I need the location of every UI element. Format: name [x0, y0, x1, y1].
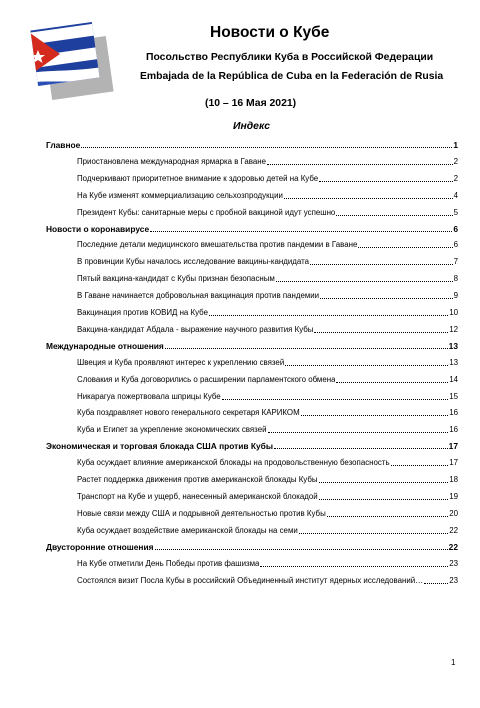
table-of-contents [46, 134, 458, 586]
subtitle-spanish: Embajada de la República de Cuba en la Federación de Rusia [140, 71, 444, 82]
toc-entry-label[interactable]: Вакцинация против КОВИД на Кубе [77, 308, 208, 318]
dot-leader [301, 415, 449, 416]
date-range: (10 – 16 Мая 2021) [205, 98, 297, 109]
dot-leader [150, 231, 452, 232]
toc-entry-label[interactable]: Растет поддержка движения против американской блокады Кубы [77, 475, 318, 485]
dot-leader [267, 164, 453, 165]
toc-page-number: 18 [449, 475, 458, 485]
toc-section-row[interactable] [46, 536, 458, 552]
toc-page-number: 22 [448, 541, 458, 552]
toc-page-number: 10 [449, 308, 458, 318]
toc-entry-label[interactable]: Куба поздравляет нового генерального секретаря КАРИКОМ [77, 408, 300, 418]
subtitle-russian: Посольство Республики Куба в Российской Федерации [146, 52, 434, 63]
toc-page-number: 19 [449, 492, 458, 502]
dot-leader [285, 365, 448, 366]
toc-entry-label[interactable]: Транспорт на Кубе и ущерб, нанесенный американской блокадой [77, 492, 318, 502]
toc-entry-label[interactable]: Вакцина-кандидат Абдала - выражение научного развития Кубы [77, 324, 314, 334]
toc-entry-label[interactable]: Никарагуа пожертвовала шприцы Кубе [77, 391, 221, 401]
dot-leader [327, 516, 448, 517]
dot-leader [155, 549, 448, 550]
page-number: 1 [451, 658, 456, 667]
dot-leader [81, 147, 452, 148]
toc-page-number: 23 [449, 575, 458, 585]
toc-page-number: 23 [449, 558, 458, 568]
toc-item-row[interactable] [46, 351, 458, 368]
toc-entry-label[interactable]: Экономическая и торговая блокада США против Кубы [46, 441, 273, 452]
toc-section-row[interactable] [46, 134, 458, 150]
toc-entry-label[interactable]: Подчеркивают приоритетное внимание к здоровью детей на Кубе [77, 173, 319, 183]
toc-item-row[interactable] [46, 552, 458, 569]
toc-entry-label[interactable]: На Кубе отметили День Победы против фашизма [77, 558, 260, 568]
toc-entry-label[interactable]: Двусторонние отношения [46, 541, 154, 552]
toc-section-row[interactable] [46, 218, 458, 234]
toc-item-row[interactable] [46, 167, 458, 184]
dot-leader [336, 382, 448, 383]
dot-leader [276, 281, 453, 282]
toc-item-row[interactable] [46, 502, 458, 519]
page-title: Новости о Кубе [210, 24, 330, 41]
toc-entry-label[interactable]: Куба и Египет за укрепление экономических связей [77, 425, 267, 435]
dot-leader [260, 566, 448, 567]
dot-leader [391, 465, 449, 466]
dot-leader [268, 432, 449, 433]
toc-page-number: 5 [453, 207, 458, 217]
dot-leader [165, 348, 448, 349]
toc-item-row[interactable] [46, 201, 458, 218]
toc-item-row[interactable] [46, 385, 458, 402]
dot-leader [319, 499, 449, 500]
toc-page-number: 2 [453, 173, 458, 183]
cuba-russia-flag-logo [30, 20, 114, 100]
dot-leader [274, 448, 448, 449]
dot-leader [336, 215, 452, 216]
toc-item-row[interactable] [46, 318, 458, 335]
toc-entry-label[interactable]: В провинции Кубы началось исследование вакцины-кандидата [77, 257, 309, 267]
toc-section-row[interactable] [46, 435, 458, 451]
toc-item-row[interactable] [46, 184, 458, 201]
toc-item-row[interactable] [46, 485, 458, 502]
toc-entry-label[interactable]: Приостановлена международная ярмарка в Гаване [77, 156, 267, 166]
toc-entry-label[interactable]: Швеция и Куба проявляют интерес к укреплению связей [77, 357, 285, 367]
dot-leader [319, 482, 449, 483]
toc-page-number: 14 [449, 374, 458, 384]
toc-page-number: 6 [453, 223, 458, 234]
toc-entry-label[interactable]: На Кубе изменят коммерциализацию сельхозпродукции [77, 190, 283, 200]
toc-page-number: 22 [449, 525, 458, 535]
toc-entry-label[interactable]: Последние детали медицинского вмешательства против пандемии в Гаване [77, 240, 358, 250]
toc-page-number: 6 [453, 240, 458, 250]
toc-item-row[interactable] [46, 402, 458, 419]
toc-page-number: 8 [453, 274, 458, 284]
toc-page-number: 12 [449, 324, 458, 334]
toc-item-row[interactable] [46, 267, 458, 284]
toc-entry-label[interactable]: Куба осуждает влияние американской блокады на продовольственную безопасность [77, 458, 390, 468]
toc-page-number: 15 [449, 391, 458, 401]
toc-entry-label[interactable]: Главное [46, 140, 81, 150]
toc-page-number: 7 [453, 257, 458, 267]
dot-leader [358, 247, 452, 248]
dot-leader [320, 298, 453, 299]
dot-leader [310, 264, 453, 265]
toc-item-row[interactable] [46, 368, 458, 385]
toc-page-number: 16 [449, 408, 458, 418]
toc-page-number: 17 [449, 458, 458, 468]
dot-leader [209, 315, 448, 316]
dot-leader [314, 332, 448, 333]
toc-item-row[interactable] [46, 234, 458, 251]
dot-leader [299, 533, 448, 534]
toc-item-row[interactable] [46, 451, 458, 468]
toc-page-number: 20 [449, 508, 458, 518]
toc-item-row[interactable] [46, 250, 458, 267]
toc-section-row[interactable] [46, 335, 458, 351]
toc-entry-label[interactable]: Пятый вакцина-кандидат с Кубы признан безопасным [77, 274, 275, 284]
toc-item-row[interactable] [46, 519, 458, 536]
toc-page-number: 13 [449, 357, 458, 367]
toc-item-row[interactable] [46, 569, 458, 586]
toc-page-number: 9 [453, 291, 458, 301]
dot-leader [319, 181, 452, 182]
toc-page-number: 17 [448, 441, 458, 452]
toc-page-number: 13 [448, 340, 458, 351]
toc-entry-label[interactable]: Президент Кубы: санитарные меры с пробной вакциной идут успешно [77, 207, 336, 217]
toc-entry-label[interactable]: Словакия и Куба договорились о расширении парламентского обмена [77, 374, 336, 384]
toc-entry-label[interactable]: Новости о коронавирусе [46, 223, 150, 234]
toc-entry-label[interactable]: В Гаване начинается добровольная вакцинация против пандемии [77, 291, 320, 301]
toc-page-number: 2 [453, 156, 458, 166]
dot-leader [222, 399, 449, 400]
toc-item-row[interactable] [46, 301, 458, 318]
toc-page-number: 1 [453, 140, 458, 150]
toc-entry-label[interactable]: Международные отношения [46, 340, 164, 351]
toc-item-row[interactable] [46, 468, 458, 485]
dot-leader [284, 198, 453, 199]
toc-item-row[interactable] [46, 284, 458, 301]
index-heading: Индекс [233, 121, 270, 132]
toc-item-row[interactable] [46, 418, 458, 435]
toc-page-number: 4 [453, 190, 458, 200]
toc-entry-label[interactable]: Новые связи между США и подрывной деятельностью против Кубы [77, 508, 326, 518]
toc-entry-label[interactable]: Состоялся визит Посла Кубы в российский Объединенный институт ядерных исследований… [77, 575, 424, 585]
toc-page-number: 16 [449, 425, 458, 435]
toc-entry-label[interactable]: Куба осуждает воздействие американской блокады на семи [77, 525, 298, 535]
toc-item-row[interactable] [46, 150, 458, 167]
dot-leader [424, 583, 448, 584]
